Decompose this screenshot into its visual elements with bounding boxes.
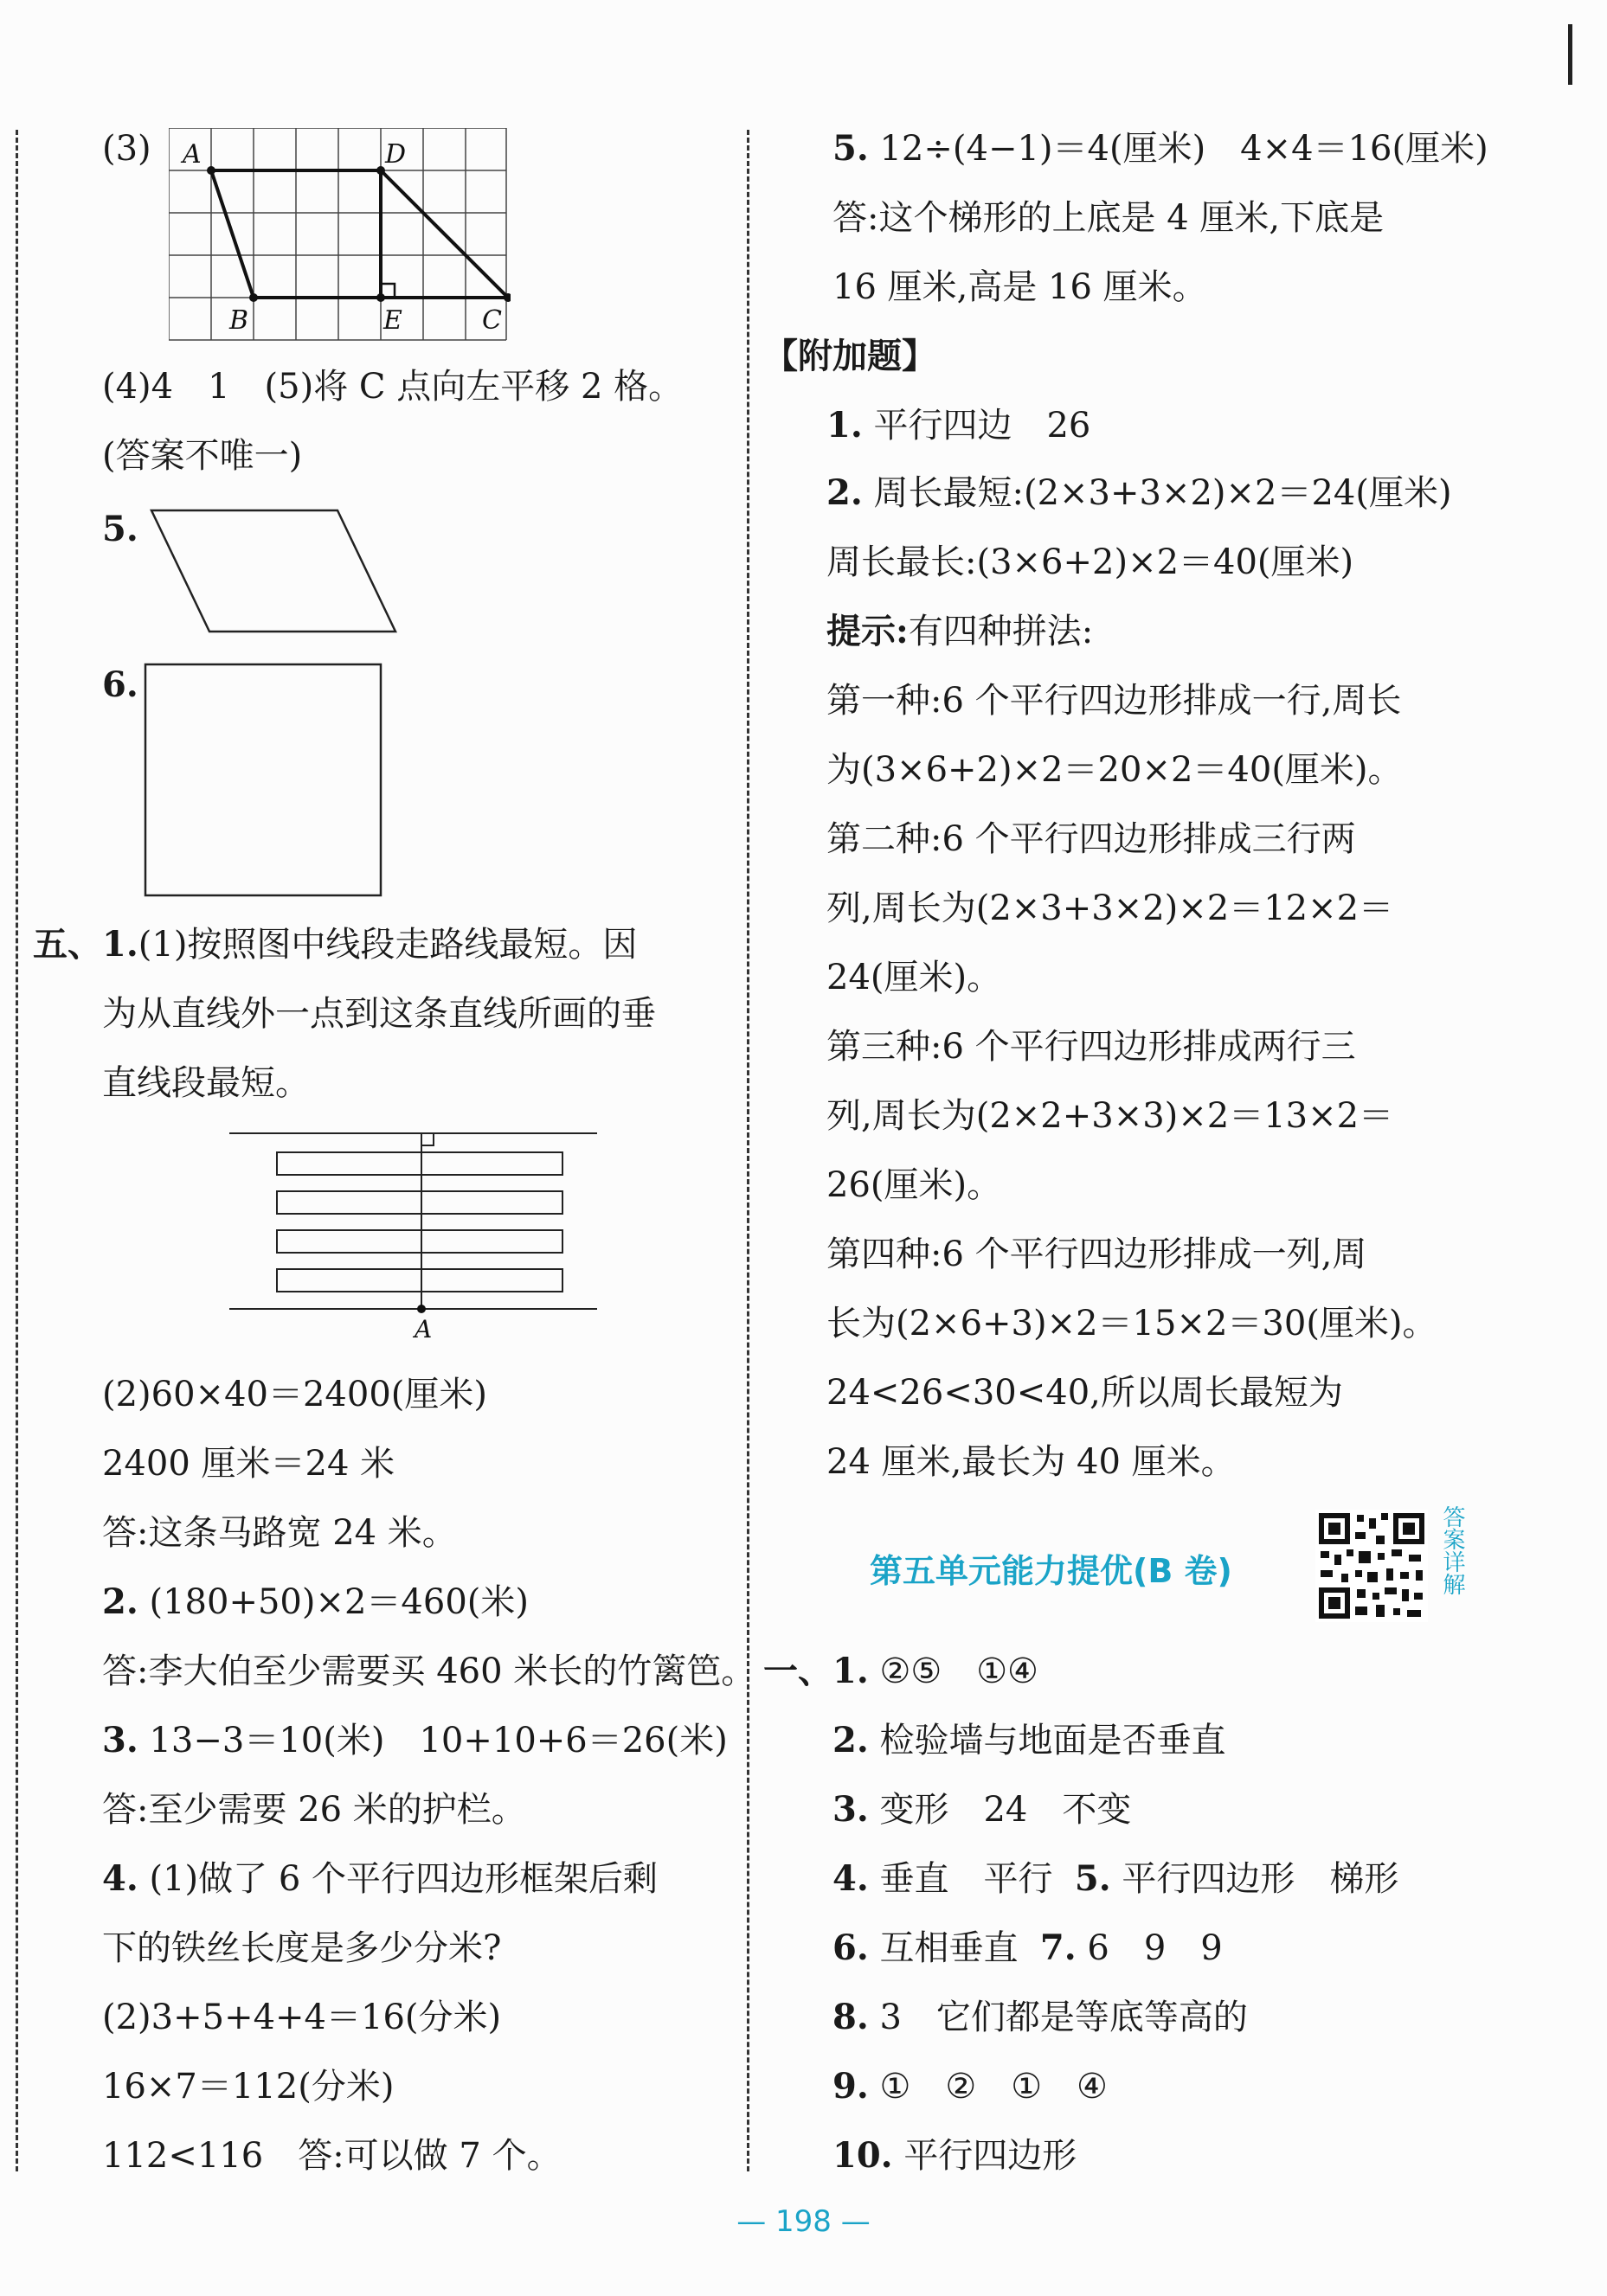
s3-number: 3. (832, 1789, 869, 1830)
s4-number: 4. (832, 1858, 869, 1899)
s8-text: 3 它们都是等底等高的 (879, 1998, 1248, 2037)
s5-number: 5. (1074, 1858, 1111, 1899)
q4-line5: 112<116 答:可以做 7 个。 (102, 2136, 562, 2176)
s3-text: 变形 24 不变 (879, 1790, 1132, 1830)
r5-answer2: 16 厘米,高是 16 厘米。 (832, 267, 1207, 307)
s8-line (832, 1998, 1248, 2036)
s9-number: 9. (832, 2066, 869, 2107)
method1-line1: 第一种:6 个平行四边形排成一行,周长 (826, 681, 1402, 721)
left-margin-divider (16, 130, 18, 2171)
trapezoid-shape (211, 170, 508, 298)
q3-line (102, 1722, 728, 1760)
s9-text: ① ② ① ④ (879, 2067, 1108, 2107)
bonus2-number: 2. (826, 472, 863, 513)
conclusion-line2: 24 厘米,最长为 40 厘米。 (826, 1442, 1236, 1482)
conclusion-line1: 24<26<30<40,所以周长最短为 (826, 1373, 1343, 1413)
road-width-calc: (2)60×40＝2400(厘米) (102, 1375, 487, 1414)
hint-label: 提示: (826, 611, 909, 651)
hint-text: 有四种拼法: (908, 612, 1094, 651)
r5-answer1: 答:这个梯形的上底是 4 厘米,下底是 (832, 198, 1385, 238)
q2-text: (180+50)×2＝460(米) (149, 1582, 529, 1622)
s5-text: 平行四边形 梯形 (1122, 1859, 1399, 1899)
q6-label: 6. (102, 664, 138, 705)
method3-line1: 第三种:6 个平行四边形排成两行三 (826, 1027, 1356, 1067)
bonus2-line (826, 474, 1452, 512)
road-point-a-label: A (415, 1315, 433, 1341)
hint-line (826, 612, 1093, 651)
r5-line (832, 130, 1488, 168)
q4-line2: 下的铁丝长度是多少分米? (102, 1928, 502, 1968)
s9-line (832, 2068, 1108, 2106)
point-d-label: D (385, 139, 407, 170)
section-five-line1 (33, 926, 637, 964)
q4-number: 4. (102, 1858, 138, 1899)
r5-text: 12÷(4−1)＝4(厘米) 4×4＝16(厘米) (879, 129, 1488, 169)
method4-line1: 第四种:6 个平行四边形排成一列,周 (826, 1235, 1367, 1274)
section-one-prefix: 一、1. (763, 1651, 869, 1691)
section-five-prefix: 五、1. (33, 924, 138, 965)
r5-number: 5. (832, 128, 869, 169)
method2-line3: 24(厘米)。 (826, 958, 1002, 997)
method4-line2: 长为(2×6+3)×2＝15×2＝30(厘米)。 (826, 1304, 1437, 1344)
grid-trapezoid-figure (169, 128, 511, 343)
page-edge-mark (1568, 24, 1572, 85)
point-a-label: A (183, 139, 202, 170)
method2-line1: 第二种:6 个平行四边形排成三行两 (826, 819, 1356, 859)
method1-line2: 为(3×6+2)×2＝20×2＝40(厘米)。 (826, 750, 1403, 790)
s6-s7-line (832, 1929, 1223, 1967)
q5-label: 5. (102, 509, 138, 549)
q4-q5-answer: (4)4 1 (5)将 C 点向左平移 2 格。 (102, 367, 684, 407)
section-one-line1 (763, 1652, 1038, 1690)
square-figure (143, 662, 385, 900)
s4-text: 垂直 平行 (879, 1859, 1053, 1899)
bonus-title: 【附加题】 (763, 337, 936, 376)
method2-line2: 列,周长为(2×3+3×2)×2＝12×2＝ (826, 888, 1394, 928)
bonus2-text: 周长最短:(2×3+3×2)×2＝24(厘米) (873, 473, 1452, 513)
page-number: — 198 — (736, 2204, 871, 2239)
s4-s5-line (832, 1860, 1398, 1898)
s3-line (832, 1791, 1131, 1829)
bonus1-line (826, 407, 1090, 445)
road-crossing-figure (229, 1125, 601, 1341)
s10-number: 10. (832, 2135, 893, 2176)
s7-number: 7. (1039, 1927, 1077, 1968)
s7-text: 6 9 9 (1087, 1928, 1223, 1968)
s6-text: 互相垂直 (879, 1928, 1019, 1968)
q2-line (102, 1583, 529, 1621)
q4-line3: (2)3+5+4+4＝16(分米) (102, 1998, 502, 2037)
q4-line1 (102, 1860, 658, 1898)
q4-text1: (1)做了 6 个平行四边形框架后剩 (149, 1859, 659, 1899)
method3-line3: 26(厘米)。 (826, 1165, 1002, 1205)
point-e-label: E (383, 305, 402, 336)
s2-number: 2. (832, 1720, 869, 1760)
bonus1-text: 平行四边 26 (873, 406, 1091, 446)
parallelogram-figure (147, 506, 402, 636)
s2-line (832, 1722, 1225, 1760)
bonus2-line2: 周长最长:(3×6+2)×2＝40(厘米) (826, 542, 1354, 582)
method3-line2: 列,周长为(2×2+3×3)×2＝13×2＝ (826, 1096, 1394, 1136)
section-one-text1: ②⑤ ①④ (879, 1651, 1038, 1691)
unit-title: 第五单元能力提优(B 卷) (870, 1552, 1232, 1590)
q2-number: 2. (102, 1581, 138, 1622)
answer-note: (答案不唯一) (102, 436, 303, 476)
point-b-label: B (229, 305, 249, 336)
q3-answer: 答:至少需要 26 米的护栏。 (102, 1790, 526, 1830)
q3-text: 13−3＝10(米) 10+10+6＝26(米) (149, 1721, 728, 1760)
qr-caption: 答案详解 (1439, 1505, 1465, 1595)
section-five-line3: 直线段最短。 (102, 1063, 310, 1103)
s6-number: 6. (832, 1927, 869, 1968)
road-unit-convert: 2400 厘米＝24 米 (102, 1444, 395, 1484)
column-divider (747, 130, 749, 2171)
qr-code-icon[interactable] (1315, 1510, 1428, 1622)
road-answer: 答:这条马路宽 24 米。 (102, 1513, 457, 1553)
s10-text: 平行四边形 (903, 2136, 1077, 2176)
q2-answer: 答:李大伯至少需要买 460 米长的竹篱笆。 (102, 1651, 756, 1691)
s2-text: 检验墙与地面是否垂直 (879, 1721, 1226, 1760)
bonus1-number: 1. (826, 405, 863, 446)
point-c-label: C (482, 305, 502, 336)
q3-label: (3) (102, 129, 151, 169)
s10-line (832, 2137, 1077, 2175)
s8-number: 8. (832, 1997, 869, 2037)
q3-number: 3. (102, 1720, 138, 1760)
grid-lines (169, 128, 506, 340)
section-five-line2: 为从直线外一点到这条直线所画的垂 (102, 994, 656, 1034)
section-five-text1: (1)按照图中线段走路线最短。因 (138, 925, 638, 965)
q4-line4: 16×7＝112(分米) (102, 2067, 395, 2107)
